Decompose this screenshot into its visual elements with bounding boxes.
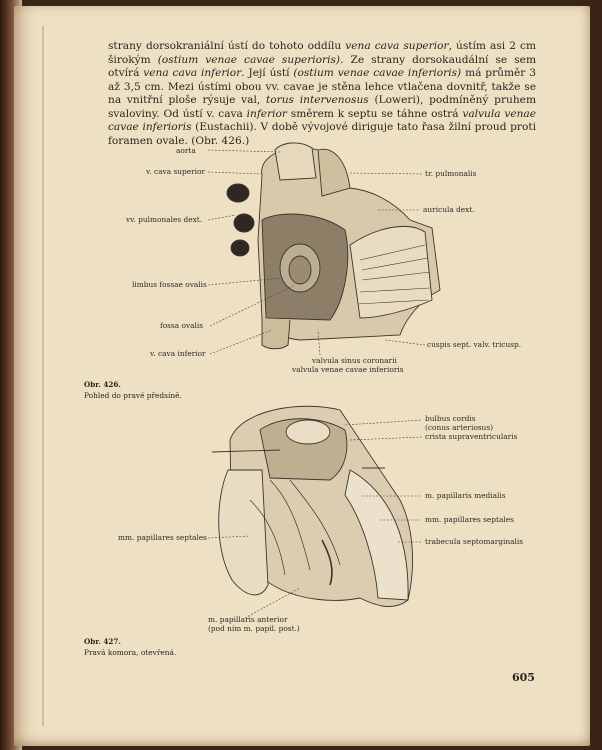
label-aorta: aorta [176,146,196,155]
figure-426-caption: Pohled do pravé předsíně. [84,391,182,400]
label-auricula-dext: auricula dext. [423,205,475,214]
label-m-papillaris-anterior: m. papillaris anterior [208,615,288,624]
text-run: (Eustachii). V době vývojové diriguje tato řasa žilní proud proti foramen ovale. (Obr. 426.) [108,121,536,147]
label-fossa-ovalis: fossa ovalis [160,321,204,330]
text-run: . Ze strany dorsokaudální se sem otvírá [108,53,536,79]
label-vv-pulmonales-dext: vv. pulmonales dext. [126,215,203,224]
label-trabecula-septomarginalis: trabecula septomarginalis [425,537,524,546]
label-v-cava-inferior: v. cava inferior [150,349,206,358]
label-m-papillaris-medialis: m. papillaris medialis [425,491,506,500]
label-bulbus-cordis: bulbus cordis [425,414,476,423]
text-run: strany dorsokraniální ústí do tohoto oddílu [108,40,346,52]
text-run: směrem k septu se táhne ostrá [286,107,463,120]
label-v-cava-superior: v. cava superior [146,167,206,176]
label-limbus-fossae-ovalis: limbus fossae ovalis [132,280,207,289]
text-run: má průměr 3 až 3,5 cm. Mezi ústími obou vv. cavae je stěna lehce vtlačena dovnitř, takže se na vnitřní ploše rýsuje val, [108,67,536,106]
term-valvula-venae-cavae: valvula venae cavae inferioris [108,107,537,133]
term-torus-intervenosus: torus intervenosus [266,94,369,106]
text-run: (Loweri), podmíněný pruhem svaloviny. Od ústí v. cava [108,94,536,120]
label-cuspis-sept: cuspis sept. valv. tricusp. [427,340,522,349]
label-mm-papillares-septales-left: mm. papillares septales [118,533,207,542]
text-run: , ústím asi 2 cm širokým [108,40,537,66]
label-tr-pulmonalis: tr. pulmonalis [425,169,477,178]
figure-427-number: Obr. 427. [84,637,121,646]
label-valvula-venae-cavae: valvula venae cavae inferioris [292,365,404,374]
term-inferior: inferior [246,107,287,120]
term-ostium-inferioris: (ostium venae cavae inferioris) [293,67,462,79]
term-ostium-superioris: (ostium venae cavae superioris) [157,53,341,66]
label-crista-supraventricularis: crista supraventricularis [425,432,518,441]
label-mm-papillares-septales-right: mm. papillares septales [425,515,514,524]
figure-426-number: Obr. 426. [84,380,121,389]
figure-427-caption: Pravá komora, otevřená. [84,648,177,657]
label-valvula-sinus-coronarii: valvula sinus coronarii [312,356,397,365]
label-conus-arteriosus: (conus arteriosus) [425,423,493,432]
label-pod-nim: (pod ním m. papil. post.) [208,624,300,633]
term-vena-cava-superior: vena cava superior [345,40,449,52]
term-vena-cava-inferior: vena cava inferior [143,67,242,79]
text-run: . Její ústí [241,67,294,79]
page-number: 605 [512,671,535,684]
